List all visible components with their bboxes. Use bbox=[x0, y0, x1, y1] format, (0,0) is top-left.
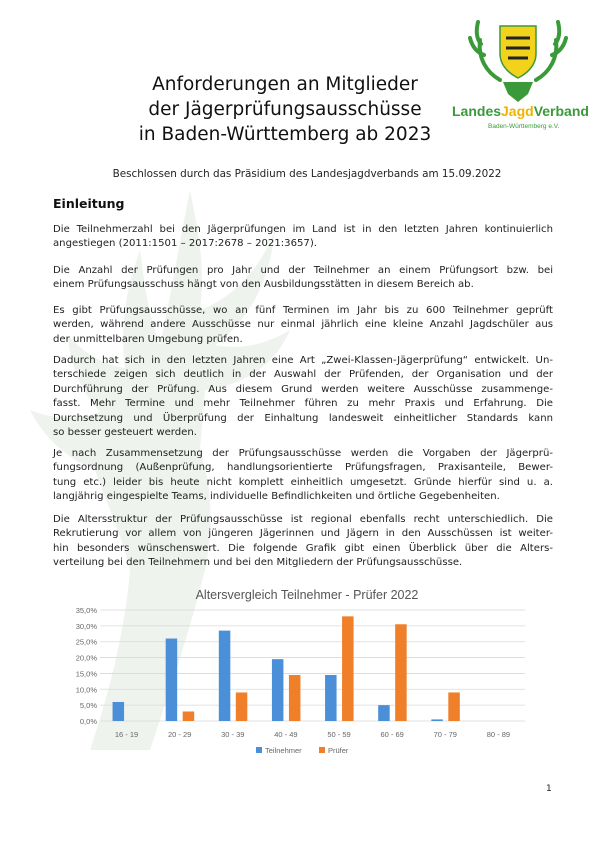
subtitle: Beschlossen durch das Präsidium des Landesjagdverbands am 15.09.2022 bbox=[112, 168, 502, 180]
y-tick-label: 20,0% bbox=[75, 653, 97, 663]
legend-swatch bbox=[256, 747, 262, 753]
page-number: 1 bbox=[546, 784, 552, 794]
paragraph-5 bbox=[53, 447, 553, 505]
paragraph-line: einem Prüfungsausschuss hängt von den Ausbildungsstätten in diesem Bereich ab. bbox=[53, 279, 474, 291]
paragraph-line: Je nach Zusammensetzung der Prüfungsausschüsse werden die Vorgaben der Jägerprü- bbox=[53, 448, 553, 459]
legend-label: Teilnehmer bbox=[265, 746, 302, 755]
paragraph-line: fasst. Mehr Termine und mehr Teilnehmer führen zu mehr Praxis und Erfahrung. Die bbox=[53, 398, 553, 410]
x-tick-label: 40 - 49 bbox=[274, 730, 298, 739]
svg-text:Baden-Württemberg e.V.: Baden-Württemberg e.V. bbox=[488, 123, 560, 130]
paragraph-line: werden, während andere Ausschüsse nur einmal jährlich eine kleine Anzahl Jagdschüler aus bbox=[53, 319, 553, 331]
y-tick-label: 0,0% bbox=[79, 717, 97, 726]
x-tick-label: 20 - 29 bbox=[168, 730, 192, 739]
paragraph-line: Die Altersstruktur der Prüfungsausschüsse ist regional ebenfalls recht unterschiedlich. Die bbox=[53, 514, 553, 525]
x-tick-label: 60 - 69 bbox=[380, 730, 404, 739]
x-tick-label: 70 - 79 bbox=[433, 730, 457, 739]
paragraph-4 bbox=[53, 354, 553, 440]
paragraph-line: Rekrutierung vor allem von jüngeren Jägerinnen und Jägern in den Ausschüssen ist weiter- bbox=[53, 528, 553, 540]
bar-teilnehmer bbox=[219, 631, 231, 721]
bar-pruefer bbox=[183, 711, 195, 721]
y-tick-label: 25,0% bbox=[75, 637, 97, 647]
chart-title: Altersvergleich Teilnehmer - Prüfer 2022 bbox=[195, 588, 419, 602]
paragraph-line: verteilung bei den Teilnehmern und bei den Mitgliedern der Prüfungsausschüsse. bbox=[53, 557, 463, 569]
bar-pruefer bbox=[342, 616, 354, 721]
bar-teilnehmer bbox=[113, 702, 125, 721]
legend-swatch bbox=[319, 747, 325, 753]
legend-label: Prüfer bbox=[328, 746, 349, 755]
paragraph-line: Durchführung der Prüfung. Aus diesem Grund werden weitere Ausschüsse zusammenge- bbox=[53, 383, 553, 395]
page-title bbox=[80, 72, 490, 147]
x-tick-label: 80 - 89 bbox=[486, 730, 511, 739]
bar-teilnehmer bbox=[272, 659, 284, 721]
section-heading: Einleitung bbox=[53, 196, 125, 211]
x-tick-label: 50 - 59 bbox=[327, 730, 351, 739]
svg-text:LandesJagdVerband: LandesJagdVerband bbox=[452, 103, 588, 119]
x-tick-label: 16 - 19 bbox=[114, 730, 139, 739]
paragraph-line: so besser gesteuert werden. bbox=[53, 427, 197, 439]
age-comparison-chart bbox=[60, 583, 535, 773]
title-line-2: der Jägerprüfungsausschüsse bbox=[148, 99, 422, 120]
paragraph-2 bbox=[53, 264, 553, 293]
paragraph-line: Die Anzahl der Prüfungen pro Jahr und der Teilnehmer an einem Prüfungsort bzw. bei bbox=[53, 265, 553, 276]
paragraph-3 bbox=[53, 304, 553, 347]
y-tick-label: 35,0% bbox=[75, 606, 97, 615]
paragraph-line: Durchsetzung und Überprüfung der Einhaltung landesweit einheitlicher Standards kann bbox=[53, 412, 553, 424]
paragraph-line: der unmittelbaren Umgebung prüfen. bbox=[53, 333, 243, 345]
title-line-3: in Baden-Württemberg ab 2023 bbox=[138, 124, 432, 145]
paragraph-line: terschiede zeigen sich deutlich in der Auswahl der Prüfenden, der Organisation und der bbox=[53, 369, 553, 381]
paragraph-line: Es gibt Prüfungsausschüsse, wo an fünf Terminen im Jahr bis zu 600 Teilnehmer geprüft bbox=[53, 305, 553, 316]
bar-teilnehmer bbox=[325, 675, 337, 721]
bar-pruefer bbox=[448, 692, 460, 721]
title-line-1: Anforderungen an Mitglieder bbox=[152, 74, 418, 95]
x-tick-label: 30 - 39 bbox=[221, 730, 245, 739]
paragraph-line: hin besonders wünschenswert. Die folgende Grafik gibt einen Überblick über die Alters- bbox=[53, 542, 553, 554]
paragraph-line: Die Teilnehmerzahl bei den Jägerprüfungen im Land ist in den letzten Jahren kontinuierlich bbox=[53, 224, 553, 235]
bar-teilnehmer bbox=[431, 719, 443, 721]
bar-teilnehmer bbox=[166, 639, 178, 721]
paragraph-line: tung etc.) leider bis heute nicht komplett einheitlich umgesetzt. Gründe hierfür sind u. a. bbox=[53, 476, 553, 488]
paragraph-line: Dadurch hat sich in den letzten Jahren eine Art „Zwei-Klassen-Jägerprüfung“ entwickelt. Un- bbox=[53, 355, 553, 366]
bar-pruefer bbox=[289, 675, 301, 721]
paragraph-line: fungsordnung (Außenprüfung, handlungsorientierte Prüfungsfragen, Praxisanteile, Bewer- bbox=[53, 462, 553, 474]
bar-pruefer bbox=[236, 692, 248, 721]
y-tick-label: 30,0% bbox=[75, 621, 97, 631]
y-tick-label: 15,0% bbox=[75, 669, 97, 679]
y-tick-label: 5,0% bbox=[79, 701, 97, 711]
bar-pruefer bbox=[395, 624, 407, 721]
bar-teilnehmer bbox=[378, 705, 390, 721]
paragraph-6 bbox=[53, 513, 553, 571]
y-tick-label: 10,0% bbox=[75, 685, 97, 695]
paragraph-line: langjährig eingespielte Teams, individuelle Befindlichkeiten und örtliche Gegebenheiten. bbox=[53, 491, 500, 503]
paragraph-1 bbox=[53, 223, 553, 252]
paragraph-line: angestiegen (2011:1501 – 2017:2678 – 2021:3657). bbox=[53, 238, 317, 250]
